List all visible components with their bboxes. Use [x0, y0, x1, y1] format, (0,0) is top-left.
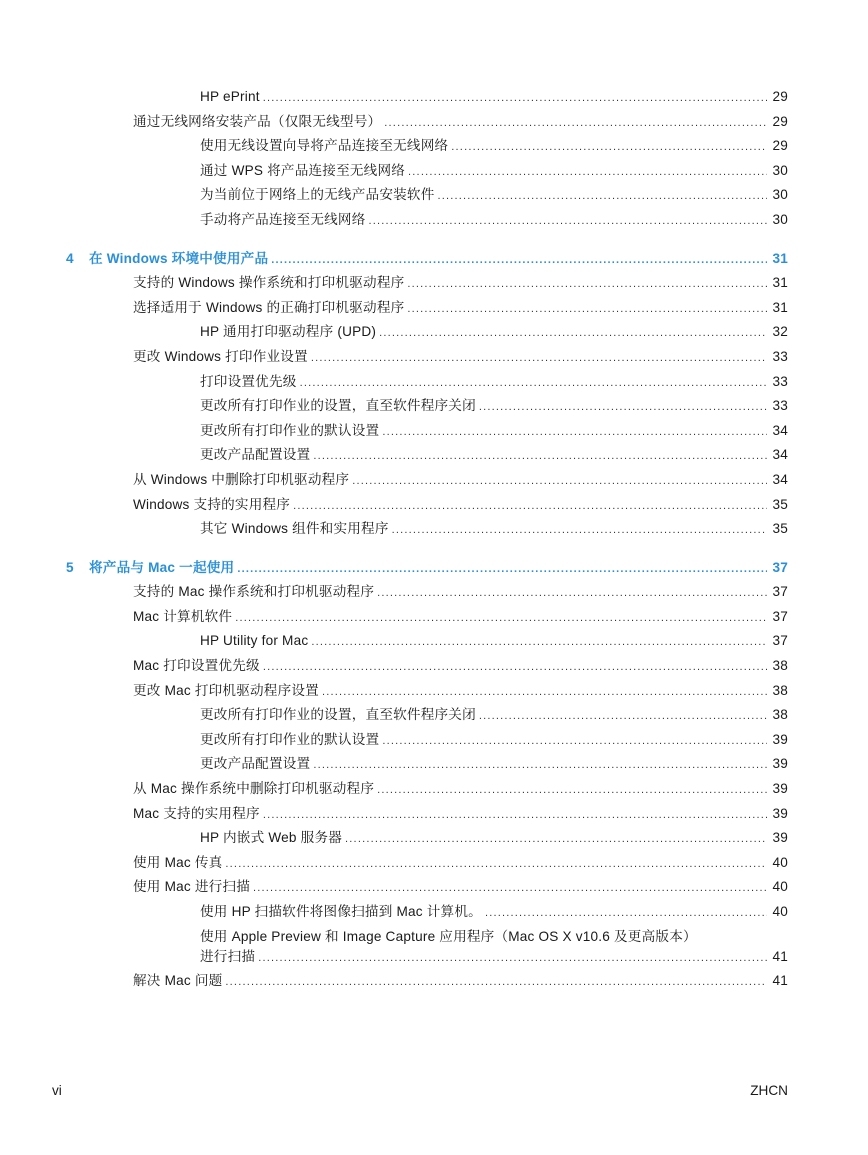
toc-entry[interactable]	[0, 518, 868, 543]
toc-entry[interactable]	[0, 778, 868, 803]
dot-leader	[253, 877, 767, 899]
dot-leader	[408, 161, 767, 183]
toc-entry[interactable]	[0, 494, 868, 519]
chapter-number: 4	[66, 250, 74, 266]
toc-page-number: 37	[772, 633, 788, 649]
toc-page-number: 33	[772, 398, 788, 414]
toc-page-number: 40	[772, 879, 788, 895]
toc-entry[interactable]	[0, 852, 868, 877]
toc-entry[interactable]	[0, 946, 868, 971]
dot-leader	[382, 730, 767, 752]
dot-leader	[485, 902, 767, 924]
toc-entry[interactable]	[0, 606, 868, 631]
toc-entry-title: 使用 HP 扫描软件将图像扫描到 Mac 计算机。	[200, 904, 482, 919]
dot-leader	[300, 372, 767, 394]
toc-entry-title: 更改所有打印作业的设置，直至软件程序关闭	[200, 707, 476, 723]
toc-entry-title: 更改所有打印作业的默认设置	[200, 731, 380, 747]
toc-entry-title: 更改产品配置设置	[200, 447, 311, 463]
dot-leader	[345, 828, 767, 850]
toc-entry[interactable]	[0, 469, 868, 494]
toc-page-number: 34	[772, 422, 788, 438]
toc-entry-title: 选择适用于 Windows 的正确打印机驱动程序	[133, 299, 405, 315]
dot-leader	[407, 298, 767, 320]
dot-leader	[438, 185, 768, 207]
toc-entry[interactable]	[0, 135, 868, 160]
toc-entry[interactable]	[0, 680, 868, 705]
toc-entry[interactable]	[0, 970, 868, 995]
toc-entry[interactable]	[0, 272, 868, 297]
toc-entry-title: 支持的 Mac 操作系统和打印机驱动程序	[133, 584, 375, 600]
toc-entry-title: 其它 Windows 组件和实用程序	[200, 521, 389, 537]
toc-page-number: 39	[772, 756, 788, 772]
toc-page-number: 33	[772, 373, 788, 389]
toc-page-number: 41	[772, 948, 788, 964]
toc-entry-title: 使用 Mac 传真	[133, 854, 223, 870]
dot-leader	[407, 273, 767, 295]
dot-leader	[382, 421, 767, 443]
toc-page-number: 34	[772, 471, 788, 487]
toc-page-number: 30	[772, 162, 788, 178]
toc-page-number: 31	[772, 250, 788, 266]
dot-leader	[311, 631, 767, 653]
toc-page-number: 39	[772, 805, 788, 821]
toc-entry[interactable]	[0, 444, 868, 469]
toc-entry[interactable]	[0, 803, 868, 828]
dot-leader	[263, 656, 767, 678]
dot-leader	[392, 519, 767, 541]
toc-entry-title: Mac 打印设置优先级	[133, 658, 260, 674]
toc-page-number: 38	[772, 682, 788, 698]
toc-entry[interactable]	[0, 371, 868, 396]
dot-leader	[271, 249, 767, 271]
toc-entry[interactable]	[0, 111, 868, 136]
toc-page-number: 34	[772, 447, 788, 463]
toc-entry[interactable]	[0, 86, 868, 111]
toc-entry-title: 手动将产品连接至无线网络	[200, 211, 366, 227]
toc-entry-title: 将产品与 Mac 一起使用	[89, 559, 235, 575]
toc-page-number: 29	[772, 113, 788, 129]
toc-page-number: 35	[772, 521, 788, 537]
toc-page-number: 39	[772, 731, 788, 747]
toc-entry[interactable]	[0, 581, 868, 606]
toc-entry-title: 使用无线设置向导将产品连接至无线网络	[200, 138, 449, 154]
dot-leader	[479, 705, 767, 727]
toc-entry-title: Windows 支持的实用程序	[133, 496, 291, 512]
toc-page-number: 38	[772, 658, 788, 674]
toc-page-number: 31	[772, 299, 788, 315]
toc-entry[interactable]	[0, 184, 868, 209]
toc-entry[interactable]	[0, 827, 868, 852]
toc-entry[interactable]	[0, 209, 868, 234]
toc-entry-title: HP 通用打印驱动程序 (UPD)	[200, 324, 377, 340]
toc-entry-title: 从 Windows 中删除打印机驱动程序	[133, 471, 350, 487]
toc-page-number: 29	[772, 89, 788, 104]
toc-page-number: 30	[772, 211, 788, 227]
dot-leader	[311, 347, 767, 369]
toc-page-number: 33	[772, 348, 788, 364]
dot-leader	[451, 136, 767, 158]
toc-entry[interactable]	[0, 630, 868, 655]
toc-entry-title: 打印设置优先级	[200, 373, 297, 389]
toc-entry-title: HP 内嵌式 Web 服务器	[200, 830, 343, 846]
toc-page-number: 37	[772, 559, 788, 575]
toc-page-number: 30	[772, 187, 788, 203]
dot-leader	[237, 558, 767, 580]
dot-leader	[225, 853, 767, 875]
dot-leader	[263, 87, 767, 109]
toc-entry-title: 更改所有打印作业的设置，直至软件程序关闭	[200, 398, 476, 414]
toc-entry[interactable]	[0, 901, 868, 926]
dot-leader	[235, 607, 767, 629]
dot-leader	[225, 971, 767, 993]
toc-entry[interactable]	[0, 655, 868, 680]
dot-leader	[384, 112, 767, 134]
toc-entry[interactable]	[0, 876, 868, 901]
toc-entry[interactable]	[0, 420, 868, 445]
toc-entry[interactable]	[0, 729, 868, 754]
toc-page-number: 38	[772, 707, 788, 723]
dot-leader	[352, 470, 767, 492]
toc-page-number: 35	[772, 496, 788, 512]
toc-entry-title: 更改 Windows 打印作业设置	[133, 348, 308, 364]
dot-leader	[377, 582, 767, 604]
dot-leader	[322, 681, 767, 703]
toc-entry[interactable]	[0, 753, 868, 778]
toc-entry-title: 使用 Mac 进行扫描	[133, 879, 250, 895]
toc-entry-title: 使用 Apple Preview 和 Image Capture 应用程序（Mac OS X v10.6 及更高版本）	[200, 928, 697, 944]
language-code: ZHCN	[750, 1083, 788, 1098]
toc-entry-title: 更改 Mac 打印机驱动程序设置	[133, 682, 319, 698]
toc-chapter-entry[interactable]	[0, 248, 868, 273]
toc-page-number: 37	[772, 608, 788, 624]
toc-entry-title: 通过无线网络安装产品（仅限无线型号）	[133, 113, 382, 129]
dot-leader	[293, 495, 767, 517]
toc-entry-title: 从 Mac 操作系统中删除打印机驱动程序	[133, 781, 375, 797]
toc-entry-title: 更改所有打印作业的默认设置	[200, 422, 380, 438]
toc-page-number: 39	[772, 781, 788, 797]
toc-page-number: 41	[772, 973, 788, 989]
toc-page-number: 31	[772, 275, 788, 291]
toc-entry-line[interactable]	[0, 926, 868, 946]
toc-entry-title: HP ePrint	[200, 89, 260, 104]
toc-entry-title: 更改产品配置设置	[200, 756, 311, 772]
dot-leader	[313, 754, 767, 776]
toc-entry-title: Mac 支持的实用程序	[133, 805, 260, 821]
dot-leader	[258, 947, 767, 969]
chapter-number: 5	[66, 559, 74, 575]
toc-entry[interactable]	[0, 297, 868, 322]
toc-page-number: 37	[772, 584, 788, 600]
dot-leader	[369, 210, 767, 232]
table-of-contents	[0, 86, 868, 995]
toc-page-number: 40	[772, 854, 788, 870]
dot-leader	[377, 779, 767, 801]
toc-entry[interactable]	[0, 346, 868, 371]
dot-leader	[263, 804, 767, 826]
toc-chapter-entry[interactable]	[0, 557, 868, 582]
toc-entry[interactable]	[0, 395, 868, 420]
toc-entry-title: 进行扫描	[200, 948, 256, 964]
toc-page-number: 39	[772, 830, 788, 846]
toc-page-number: 29	[772, 138, 788, 154]
toc-entry-title: 解决 Mac 问题	[133, 973, 223, 989]
toc-entry-title: 通过 WPS 将产品连接至无线网络	[200, 162, 406, 178]
toc-entry[interactable]	[0, 704, 868, 729]
dot-leader	[313, 445, 767, 467]
page-number: vi	[52, 1083, 62, 1098]
toc-entry-title: 在 Windows 环境中使用产品	[89, 250, 269, 266]
toc-entry[interactable]	[0, 160, 868, 185]
dot-leader	[479, 396, 767, 418]
dot-leader	[379, 322, 767, 344]
toc-entry[interactable]	[0, 321, 868, 346]
toc-entry-title: HP Utility for Mac	[200, 633, 309, 649]
toc-page-number: 40	[772, 904, 788, 919]
toc-entry-title: Mac 计算机软件	[133, 608, 233, 624]
toc-page-number: 32	[772, 324, 788, 340]
toc-entry-title: 支持的 Windows 操作系统和打印机驱动程序	[133, 275, 405, 291]
toc-entry-title: 为当前位于网络上的无线产品安装软件	[200, 187, 435, 203]
